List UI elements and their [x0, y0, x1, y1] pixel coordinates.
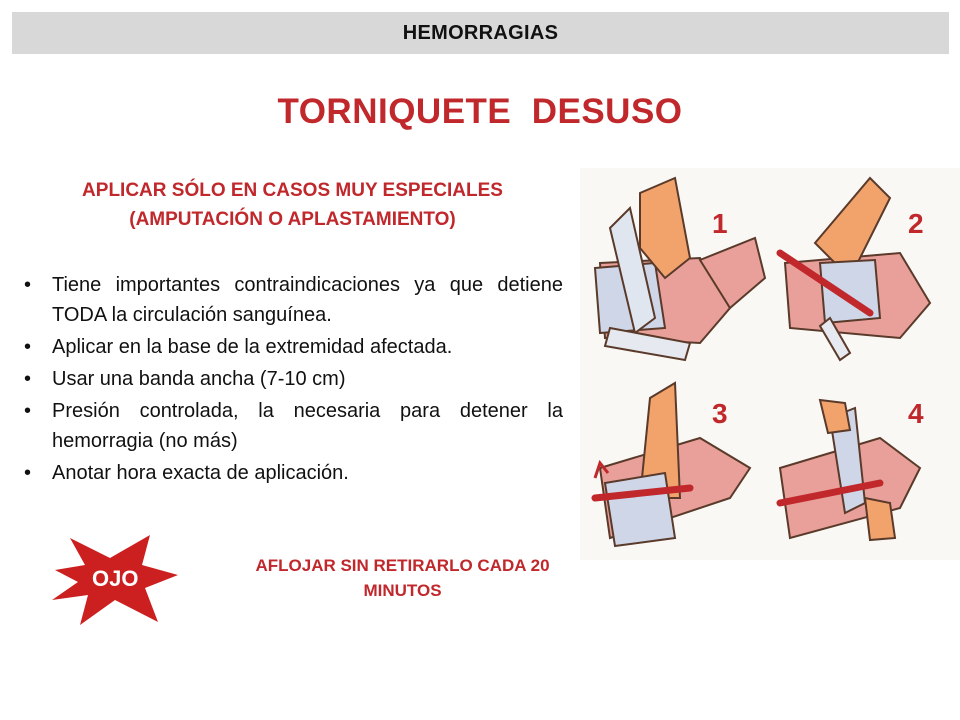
- warning-line-2: (AMPUTACIÓN O APLASTAMIENTO): [129, 209, 456, 230]
- bullet-item: • Anotar hora exacta de aplicación.: [22, 458, 563, 488]
- warning-line-1: APLICAR SÓLO EN CASOS MUY ESPECIALES: [82, 180, 503, 201]
- tourniquet-steps-drawing: [580, 168, 960, 560]
- step-1-drawing: [595, 178, 765, 360]
- bullet-item: • Usar una banda ancha (7-10 cm): [22, 364, 563, 394]
- header-bar: [12, 12, 949, 54]
- bullet-item: • Tiene importantes contraindicaciones ya que detiene TODA la circulación sanguínea.: [22, 270, 563, 330]
- page-title: TORNIQUETE DESUSO: [277, 92, 683, 131]
- ojo-badge-label: OJO: [92, 566, 139, 591]
- step-number-3: 3: [712, 398, 728, 429]
- loosen-note: AFLOJAR SIN RETIRARLO CADA 20 MINUTOS: [255, 556, 550, 600]
- step-4-drawing: [780, 400, 920, 540]
- step-number-4: 4: [908, 398, 924, 429]
- header-label: HEMORRAGIAS: [402, 21, 559, 44]
- tourniquet-illustration: [580, 168, 960, 560]
- step-number-2: 2: [908, 208, 924, 239]
- step-number-1: 1: [712, 208, 728, 239]
- bullet-item: • Presión controlada, la necesaria para detener la hemorragia (no más): [22, 396, 563, 456]
- bullet-item: • Aplicar en la base de la extremidad afectada.: [22, 332, 563, 362]
- warning-text: [40, 176, 545, 234]
- bullet-list: [22, 270, 563, 490]
- step-2-drawing: [780, 178, 930, 360]
